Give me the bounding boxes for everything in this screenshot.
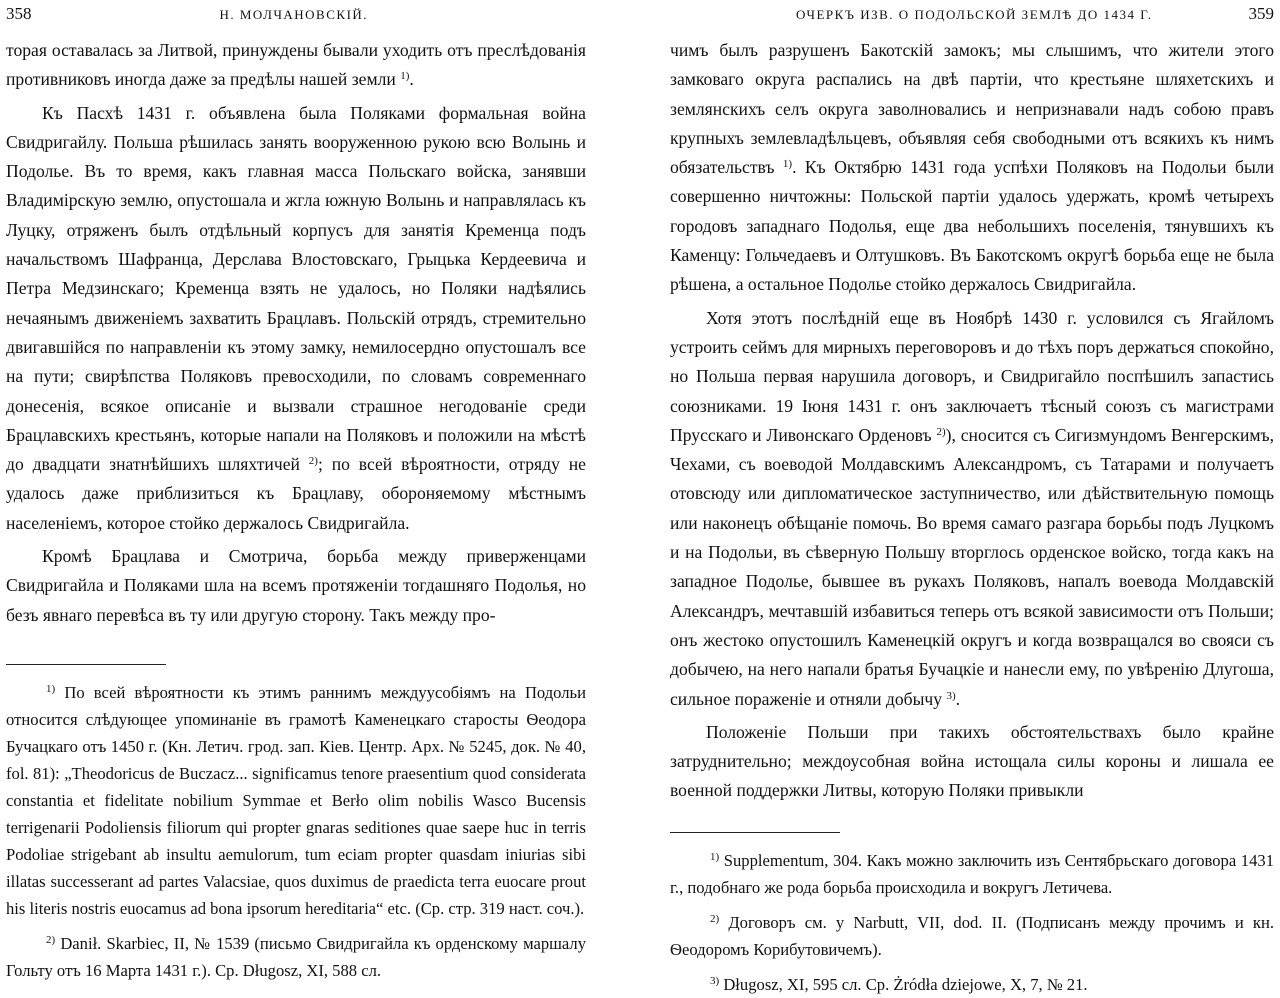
footnote: $^{2)}$ Договоръ см. у Narbutt, VII, dod. II. (Подписанъ между прочимъ и кн. Ѳеодоромъ Корибутовичемъ). bbox=[670, 912, 1274, 959]
footnote: $^{1)}$ По всей вѣроятности къ этимъ раннимъ междуусобіямъ на Подольи относится слѣдующее упоминаніе въ грамотѣ Каменецкаго старосты Ѳеодора Бучацкаго отъ 1450 г. (Кн. Летич. грод. зап. Кіев. Центр. Арх. № 5245, док. № 40, fol. 81): „Theodoricus de Buczacz... significamus tenore praesentium quod considerata constantia et fidelitate nobilium Symmae et Berło olim nobilis Wasco Bucensis terrigenarii Podoliensis filiorum qui propter gnaras seditiones quae saepe huc in terris Podoliae strigebant ab insultu aemulorum, tum eciam propter quasdam iniurias sibi illatas successerant ad partes Valacsiae, quos duximus de praedicta terra euocare prout his literis nostris euocamus ad bona ipsorum hereditaria“ etc. (Ср. стр. 319 наст. соч.). bbox=[6, 682, 586, 918]
right-page-header bbox=[670, 4, 1274, 36]
paragraph: чимъ былъ разрушенъ Бакотскій замокъ; мы слышимъ, что жители этого замковаго округа распались на двѣ партіи, что крестьяне шляхетскихъ и землянскихъ селъ округа заволновались и непризнавали надъ собою правъ крупныхъ землевладѣльцевъ, объявляя себя свободными отъ всякихъ къ нимъ обязательствъ $^{1)}$. Къ Октябрю 1431 года успѣхи Поляковъ на Подольи были совершенно ничтожны: Польской партіи удалось удержать, кромѣ четырехъ городовъ западнаго Подолья, еще два небольшихъ поселенія, тянувшихъ къ Каменцу: Гольчедаевъ и Олтушковъ. Въ Бакотскомъ округѣ борьба еще не была рѣшена, а остальное Подолье стойко держалось Свидригайла. bbox=[670, 40, 1274, 295]
footnote: $^{1)}$ Supplementum, 304. Какъ можно заключить изъ Сентябрьскаго договора 1431 г., подобнаго же рода борьба происходила и вокругъ Летичева. bbox=[670, 850, 1274, 897]
running-head: Н. МОЛЧАНОВСКІЙ. bbox=[219, 7, 369, 22]
footnote-ref: 1) bbox=[400, 70, 410, 83]
right-footnotes bbox=[670, 847, 1274, 998]
footnote: $^{3)}$ Długosz, XI, 595 сл. Ср. Żródła dziejowe, X, 7, № 21. bbox=[710, 974, 1088, 994]
left-page-header bbox=[6, 4, 586, 36]
left-body-text bbox=[6, 36, 586, 630]
footnote: $^{2)}$ Danił. Skarbiec, II, № 1539 (письмо Свидригайла къ орденскому маршалу Гольту отъ 16 Марта 1431 г.). Ср. Długosz, XI, 588 сл. bbox=[6, 933, 587, 980]
footnote-ref: 2) bbox=[936, 425, 946, 438]
paragraph: Кромѣ Брацлава и Смотрича, борьба между приверженцами Свидригайла и Поляками шла на всемъ протяженіи тогдашняго Подолья, но безъ явнаго перевѣса въ ту или другую сторону. Такъ между про- bbox=[6, 546, 586, 625]
running-head: ОЧЕРКЪ ИЗВ. О ПОДОЛЬСКОЙ ЗЕМЛѢ ДО 1434 Г. bbox=[795, 7, 1153, 22]
page-number: 359 bbox=[1248, 4, 1274, 23]
paragraph: Хотя этотъ послѣдній еще въ Ноябрѣ 1430 г. условился съ Ягайломъ устроить сеймъ для мирныхъ переговоровъ и до тѣхъ поръ держаться спокойно, но Польша первая нарушила договоръ, и Свидригайло поспѣшилъ запастись союзниками. 19 Іюня 1431 г. онъ заключаетъ тѣсный союзъ съ магистрами Прусскаго и Ливонскаго Орденовъ $^{2)}$), сносится съ Сигизмундомъ Венгерскимъ, Чехами, съ воеводой Молдавскимъ Александромъ, съ Татарами и получаетъ отовсюду или дипломатическое заступничество, или дѣйствительную помощь или наконецъ обѣщаніе помочь. Во время самаго разгара борьбы подъ Луцкомъ и на Подольи, въ сѣверную Польшу вторглось орденское войско, тогда какъ на западное Подолье, бывшее въ рукахъ Поляковъ, напалъ воевода Молдавскій Александръ, мечтавшій избавиться теперь отъ всякой зависимости отъ Польши; онъ жестоко опустошилъ Каменецкій округъ и когда возвращался во свояси съ добычею, на него напали братья Бучацкіе и нанесли ему, по увѣренію Длугоша, сильное пораженіе и отняли добычу $^{3)}$. bbox=[670, 307, 1274, 709]
right-body-text bbox=[670, 36, 1274, 806]
footnote-ref: 1) bbox=[782, 158, 793, 171]
paragraph: Къ Пасхѣ 1431 г. объявлена была Поляками формальная война Свидригайлу. Польша рѣшилась занять вооруженною рукою всю Волынь и Подолье. Въ то время, какъ главная масса Польскаго войска, занявши Владимірскую землю, опустошала и жгла южную Волынь и направлялась къ Луцку, отряженъ былъ отдѣльный корпусъ для занятія Кременца подъ начальствомъ Шафранца, Дерслава Влостовскаго, Грыцька Кердеевича и Петра Медзинскаго; Кременца взять не удалось, но Поляки надѣялись нечаянымъ движеніемъ захватить Брацлавъ. Польскій отрядъ, стремительно двигавшійся по направленіи къ этому замку, немилосердно опустошалъ все на пути; свирѣпства Поляковъ превосходили, по словамъ современнаго донесенія, всякое описаніе и вызвали страшное негодованіе среди Брацлавскихъ крестьянъ, которые напали на Поляковъ и положили на мѣстѣ до двадцати знатнѣйшихъ шляхтичей $^{2)}$; по всей вѣроятности, отряду не удалось даже приблизиться къ Брацлаву, обороняемому мѣстнымъ населеніемъ, которое стойко держалось Свидригайла. bbox=[6, 102, 586, 533]
left-page bbox=[0, 0, 630, 980]
footnote-rule bbox=[670, 832, 840, 833]
left-footnotes bbox=[6, 679, 586, 984]
footnote-ref: 3) bbox=[946, 689, 956, 702]
paragraph: Положеніе Польши при такихъ обстоятельствахъ было крайне затруднительно; междоусобная война истощала силы короны и лишала ее военной поддержки Литвы, которую Поляки привыкли bbox=[670, 721, 1274, 801]
footnote-ref: 2) bbox=[308, 455, 318, 468]
page-number: 358 bbox=[6, 4, 32, 23]
paragraph: торая оставалась за Литвой, принуждены бывали уходить отъ преслѣдованія противниковъ иногда даже за предѣлы нашей земли $^{1)}$. bbox=[6, 40, 586, 90]
footnote-rule bbox=[6, 664, 166, 665]
right-page bbox=[630, 0, 1280, 994]
